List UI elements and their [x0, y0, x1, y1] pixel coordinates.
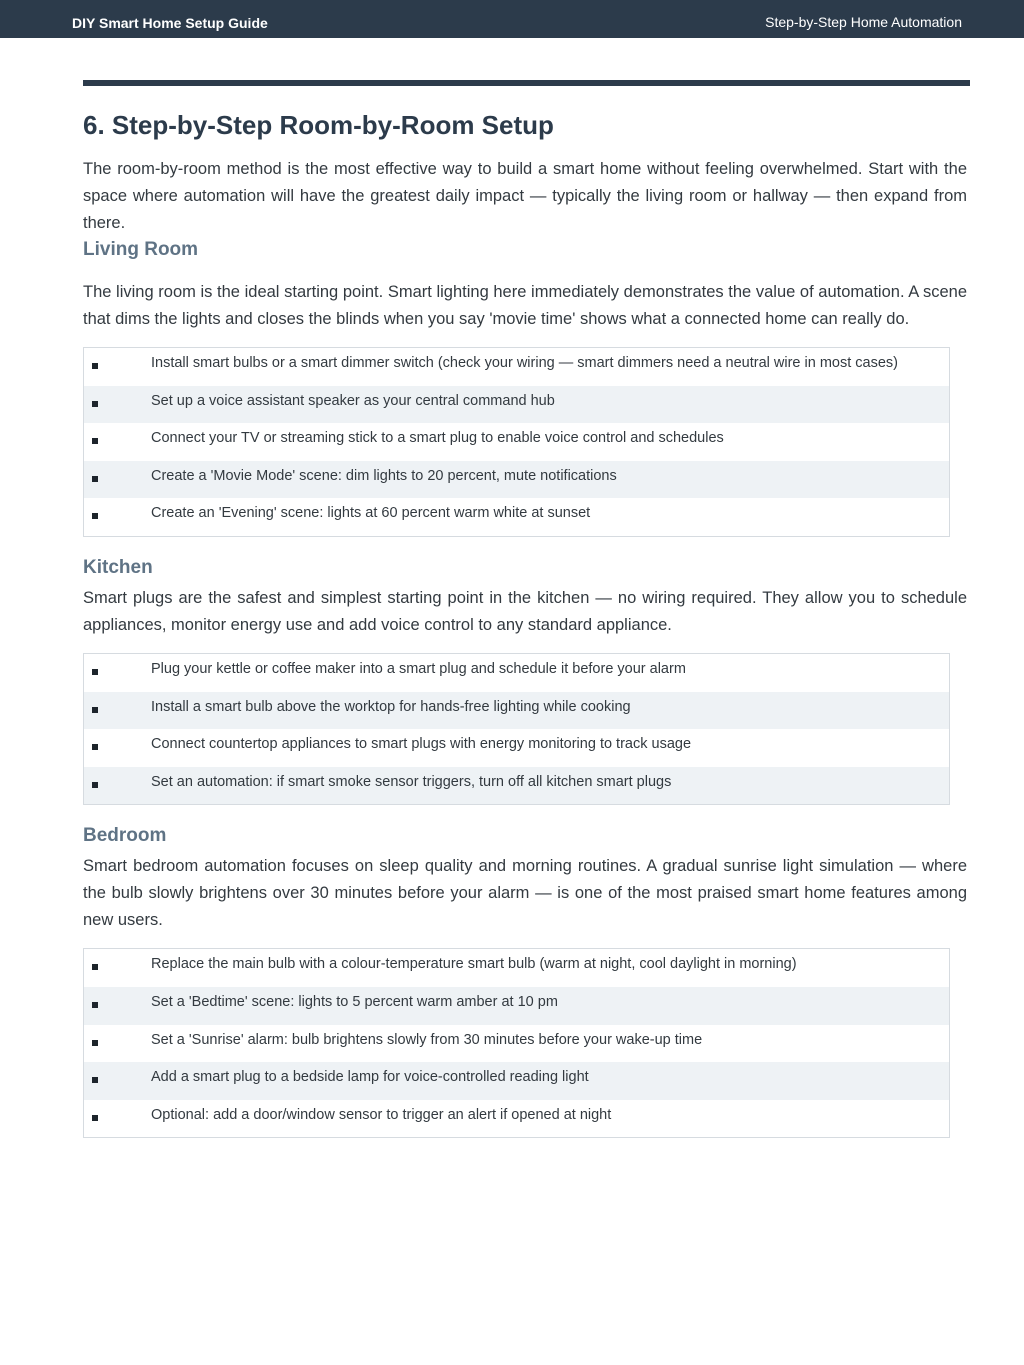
bullet-icon: [92, 1002, 98, 1008]
list-item: [84, 692, 949, 730]
header-section-title: Step-by-Step Home Automation: [765, 14, 962, 30]
bullet-icon: [92, 1115, 98, 1121]
list-item-text: Optional: add a door/window sensor to trigger an alert if opened at night: [151, 1106, 612, 1123]
list-item: [84, 1062, 949, 1100]
list-item: [84, 654, 949, 692]
bullet-icon: [92, 513, 98, 519]
list-item: [84, 987, 949, 1025]
list-item-text: Plug your kettle or coffee maker into a smart plug and schedule it before your alarm: [151, 660, 686, 677]
list-item: [84, 461, 949, 499]
list-item-text: Set up a voice assistant speaker as your central command hub: [151, 392, 555, 409]
page-content: [83, 108, 967, 1138]
page-title: 6. Step-by-Step Room-by-Room Setup: [83, 110, 554, 140]
kitchen-checklist: [83, 653, 950, 805]
bullet-icon: [92, 964, 98, 970]
list-item-text: Set a 'Sunrise' alarm: bulb brightens slowly from 30 minutes before your wake-up time: [151, 1031, 703, 1048]
kitchen-paragraph: Smart plugs are the safest and simplest starting point in the kitchen — no wiring required. They allow you to schedule appliances, monitor energy use and add voice control to any standard appliance.: [83, 588, 967, 634]
bullet-icon: [92, 744, 98, 750]
header-bar: [0, 0, 1024, 38]
bedroom-paragraph: Smart bedroom automation focuses on sleep quality and morning routines. A gradual sunrise light simulation — where the bulb slowly brightens over 30 minutes before your alarm — is one of the most praised smart home features among new users.: [83, 857, 967, 930]
bullet-icon: [92, 401, 98, 407]
bedroom-heading: Bedroom: [83, 825, 167, 847]
list-item: [84, 1025, 949, 1063]
header-guide-title: DIY Smart Home Setup Guide: [72, 15, 268, 31]
section-divider: [83, 80, 970, 86]
bedroom-checklist: [83, 948, 950, 1138]
list-item: [84, 348, 949, 386]
list-item: [84, 767, 949, 805]
bullet-icon: [92, 438, 98, 444]
list-item: [84, 729, 949, 767]
list-item: [84, 1100, 949, 1138]
list-item: [84, 386, 949, 424]
bullet-icon: [92, 1077, 98, 1083]
living-room-paragraph: The living room is the ideal starting point. Smart lighting here immediately demonstrates the value of automation. A scene that dims the lights and closes the blinds when you say 'movie time' shows what a connected home can really do.: [83, 283, 967, 328]
bullet-icon: [92, 476, 98, 482]
list-item-text: Create an 'Evening' scene: lights at 60 percent warm white at sunset: [151, 505, 591, 522]
kitchen-heading: Kitchen: [83, 556, 153, 578]
intro-paragraph: The room-by-room method is the most effective way to build a smart home without feeling overwhelmed. Start with the space where automation will have the greatest daily impact — typically the living room or hallway — then expand from there.: [83, 160, 967, 232]
bullet-icon: [92, 782, 98, 788]
bullet-icon: [92, 707, 98, 713]
list-item-text: Set an automation: if smart smoke sensor triggers, turn off all kitchen smart plugs: [151, 773, 672, 790]
list-item: [84, 498, 949, 536]
list-item: [84, 949, 949, 987]
list-item-text: Connect your TV or streaming stick to a smart plug to enable voice control and schedules: [151, 430, 724, 447]
list-item-text: Install smart bulbs or a smart dimmer switch (check your wiring — smart dimmers need a neutral wire in most cases): [151, 355, 898, 371]
bullet-icon: [92, 669, 98, 675]
bullet-icon: [92, 1040, 98, 1046]
list-item-text: Replace the main bulb with a colour-temperature smart bulb (warm at night, cool daylight in morning): [151, 956, 797, 973]
list-item-text: Connect countertop appliances to smart plugs with energy monitoring to track usage: [151, 736, 692, 753]
living-room-heading: Living Room: [83, 239, 199, 260]
living-room-checklist: [83, 347, 950, 537]
list-item-text: Add a smart plug to a bedside lamp for voice-controlled reading light: [151, 1069, 589, 1086]
list-item: [84, 423, 949, 461]
list-item-text: Install a smart bulb above the worktop for hands-free lighting while cooking: [151, 698, 631, 715]
bullet-icon: [92, 363, 98, 369]
list-item-text: Create a 'Movie Mode' scene: dim lights to 20 percent, mute notifications: [151, 467, 617, 484]
list-item-text: Set a 'Bedtime' scene: lights to 5 percent warm amber at 10 pm: [151, 993, 558, 1010]
